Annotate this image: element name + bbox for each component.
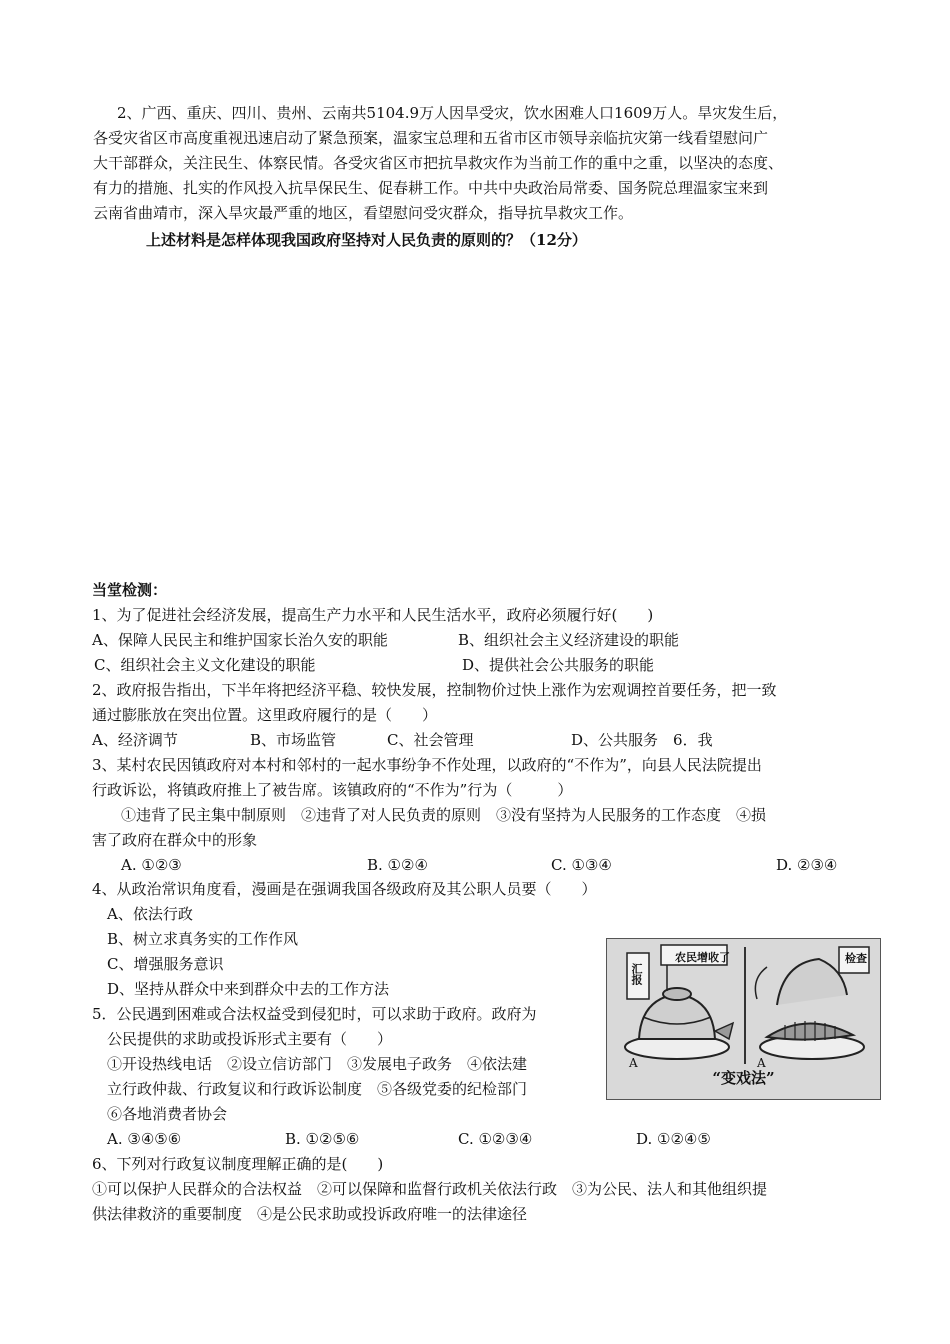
q5-option-d: D. ①②④⑤ [636, 1130, 711, 1148]
q1-option-c: C、组织社会主义文化建设的职能 [94, 656, 316, 674]
q1-option-d: D、提供社会公共服务的职能 [462, 656, 655, 674]
q5-option-a: A. ③④⑤⑥ [107, 1130, 182, 1148]
q3-statements-2: 害了政府在群众中的形象 [92, 831, 258, 849]
material-line-4: 有力的措施、扎实的作风投入抗旱保民生、促春耕工作。中共中央政治局常委、国务院总理温家宝来到 [93, 179, 769, 197]
q6-stem: 6、下列对行政复议制度理解正确的是( ) [92, 1155, 384, 1173]
q2-option-b: B、市场监管 [250, 731, 337, 749]
q3-stem-1: 3、某村农民因镇政府对本村和邻村的一起水事纷争不作处理，以政府的“不作为”，向县人民法院提出 [92, 756, 762, 774]
q3-option-b: B. ①②④ [367, 856, 428, 874]
q2-stem-2: 通过膨胀放在突出位置。这里政府履行的是（ ） [92, 706, 438, 724]
cartoon-label-a-right: A [757, 1056, 766, 1070]
q6-statements-2: 供法律救济的重要制度 ④是公民求助或投诉政府唯一的法律途径 [92, 1205, 528, 1223]
q1-option-b: B、组织社会主义经济建设的职能 [458, 631, 680, 649]
cartoon-sign-left: 汇报 [630, 963, 643, 985]
q5-option-b: B. ①②⑤⑥ [285, 1130, 360, 1148]
q2-option-a: A、经济调节 [92, 731, 178, 749]
q6-statements-1: ①可以保护人民群众的合法权益 ②可以保障和监督行政机关依法行政 ③为公民、法人和其他组织提 [92, 1180, 768, 1198]
cartoon-caption: “变戏法” [712, 1069, 775, 1087]
right-lifted-cover [777, 959, 847, 1005]
q3-option-a: A. ①②③ [121, 856, 182, 874]
q5-statements-2: 立行政仲裁、行政复议和行政诉讼制度 ⑤各级党委的纪检部门 [107, 1080, 528, 1098]
q4-stem: 4、从政治常识角度看，漫画是在强调我国各级政府及其公职人员要（ ） [92, 880, 597, 898]
right-fish [767, 1023, 853, 1039]
q2-stem-1: 2、政府报告指出，下半年将把经济平稳、较快发展，控制物价过快上涨作为宏观调控首要任务，把一致 [92, 681, 777, 699]
material-line-5: 云南省曲靖市，深入旱灾最严重的地区，看望慰问受灾群众，指导抗旱救灾工作。 [93, 204, 634, 222]
q3-option-c: C. ①③④ [551, 856, 612, 874]
q4-option-a: A、依法行政 [107, 905, 193, 923]
cartoon-label-a-left: A [629, 1056, 638, 1070]
q2-option-d: D、公共服务 6．我 [571, 731, 713, 749]
cartoon-illustration [606, 938, 881, 1100]
q4-option-b: B、树立求真务实的工作作风 [107, 930, 299, 948]
material-question: 上述材料是怎样体现我国政府坚持对人民负责的原则的？（12分） [146, 231, 587, 249]
q5-statements-3: ⑥各地消费者协会 [107, 1105, 228, 1123]
q5-stem-1: 5．公民遇到困难或合法权益受到侵犯时，可以求助于政府。政府为 [92, 1005, 537, 1023]
q1-option-a: A、保障人民民主和维护国家长治久安的职能 [92, 631, 388, 649]
q5-stem-2: 公民提供的求助或投诉形式主要有（ ） [107, 1030, 393, 1048]
cartoon-sign-right: 检查 [845, 952, 867, 965]
quiz-title: 当堂检测： [92, 581, 168, 599]
left-fish-tail [715, 1023, 733, 1039]
cartoon-banner-text: 农民增收了 [675, 951, 730, 964]
q2-option-c: C、社会管理 [387, 731, 474, 749]
q4-option-d: D、坚持从群众中来到群众中去的工作方法 [107, 980, 390, 998]
q4-option-c: C、增强服务意识 [107, 955, 224, 973]
material-line-2: 各受灾省区市高度重视迅速启动了紧急预案，温家宝总理和五省市区市领导亲临抗灾第一线看望慰问广 [93, 129, 769, 147]
material-line-1: 2、广西、重庆、四川、贵州、云南共5104.9万人因旱受灾，饮水困难人口1609万人。旱灾发生后， [117, 104, 788, 122]
q3-statements-1: ①违背了民主集中制原则 ②违背了对人民负责的原则 ③没有坚持为人民服务的工作态度 ④损 [121, 806, 767, 824]
q5-option-c: C. ①②③④ [458, 1130, 533, 1148]
q1-stem: 1、为了促进社会经济发展，提高生产力水平和人民生活水平，政府必须履行好( ) [92, 606, 654, 624]
q5-statements-1: ①开设热线电话 ②设立信访部门 ③发展电子政务 ④依法建 [107, 1055, 528, 1073]
q3-option-d: D. ②③④ [776, 856, 838, 874]
q3-stem-2: 行政诉讼，将镇政府推上了被告席。该镇政府的“不作为”行为（ ） [92, 781, 573, 799]
material-line-3: 大干部群众，关注民生、体察民情。各受灾省区市把抗旱救灾作为当前工作的重中之重，以坚决的态度、 [93, 154, 784, 172]
